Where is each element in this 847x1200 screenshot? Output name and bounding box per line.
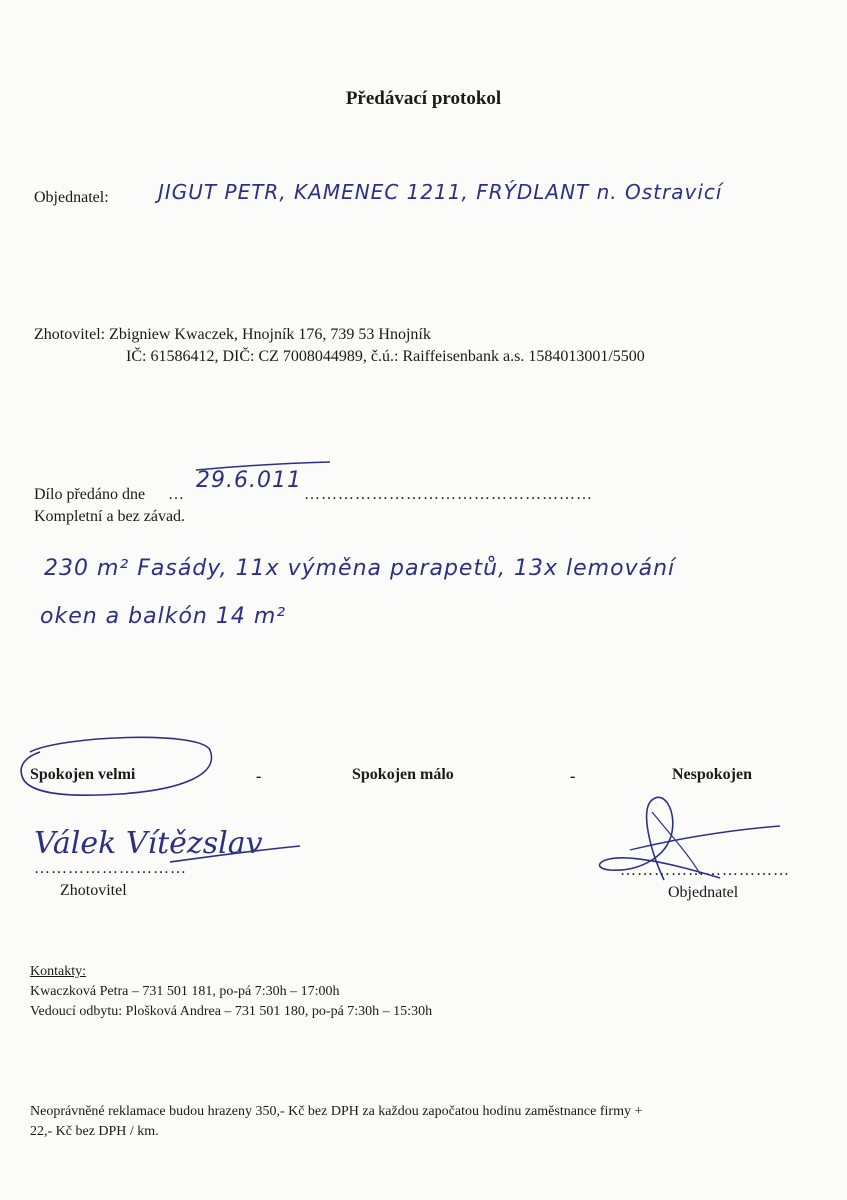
kompletni-text: Kompletní a bez závad. — [34, 508, 186, 525]
zhotovitel-line1: Zhotovitel: Zbigniew Kwaczek, Hnojník 176, 739 53 Hnojník — [34, 326, 431, 343]
objednatel-sign-label: Objednatel — [668, 884, 739, 901]
rating-dash-2: - — [570, 768, 576, 785]
selection-circle — [21, 737, 211, 795]
objednatel-signature — [600, 797, 780, 880]
handwritten-line2: oken a balkón 14 m² — [40, 604, 287, 629]
dilo-dots-left: … — [168, 486, 185, 503]
footer-line-2: 22,- Kč bez DPH / km. — [30, 1124, 159, 1139]
footer-line-1: Neoprávněné reklamace budou hrazeny 350,- Kč bez DPH za každou započatou hodinu zaměstnance firmy + — [30, 1104, 643, 1119]
sign-dots-right: ………………………… — [620, 862, 790, 879]
handwritten-line1: 230 m² Fasády, 11x výměna parapetů, 13x lemování — [44, 556, 676, 581]
signature-flourish — [170, 846, 300, 862]
date-stroke-mark — [196, 462, 330, 470]
sign-dots-left: ……………………… — [34, 860, 187, 877]
kontakty-label: Kontakty: — [30, 964, 86, 979]
rating-nespokojen: Nespokojen — [672, 766, 753, 783]
rating-spokojen-malo: Spokojen málo — [352, 766, 454, 783]
objednatel-handwritten: JIGUT PETR, KAMENEC 1211, FRÝDLANT n. Ostravicí — [158, 180, 723, 204]
zhotovitel-signature: Válek Vítězslav — [34, 826, 263, 861]
objednatel-label: Objednatel: — [34, 189, 109, 206]
kontakt-1: Kwaczková Petra – 731 501 181, po-pá 7:30h – 17:00h — [30, 984, 340, 999]
rating-dash-1: - — [256, 768, 262, 785]
rating-spokojen-velmi: Spokojen velmi — [30, 766, 136, 783]
document-title: Předávací protokol — [345, 88, 502, 109]
dilo-dots-right: …………………………………………… — [304, 486, 593, 503]
kontakt-2: Vedoucí odbytu: Plošková Andrea – 731 501 180, po-pá 7:30h – 15:30h — [30, 1004, 433, 1019]
dilo-label: Dílo předáno dne — [34, 486, 146, 503]
zhotovitel-line2: IČ: 61586412, DIČ: CZ 7008044989, č.ú.: Raiffeisenbank a.s. 1584013001/5500 — [126, 348, 645, 365]
zhotovitel-sign-label: Zhotovitel — [60, 882, 127, 899]
dilo-date-handwritten: 29.6.011 — [196, 468, 302, 493]
